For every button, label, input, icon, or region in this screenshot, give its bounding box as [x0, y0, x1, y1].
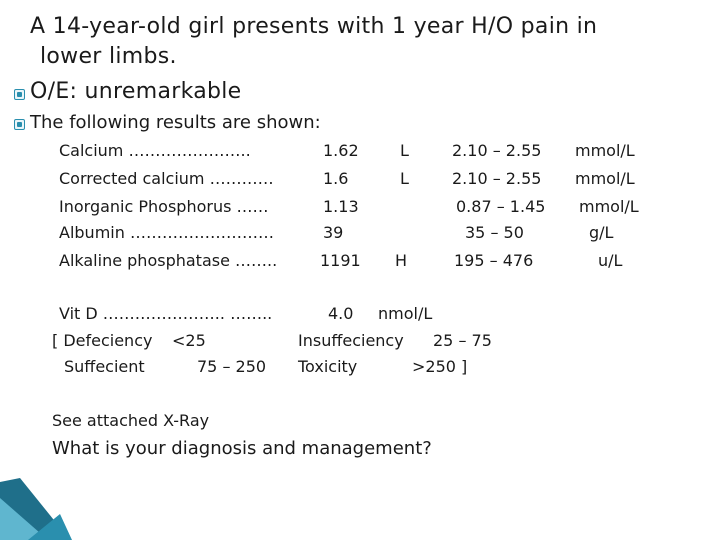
deficiency-label: [ Defeciency — [52, 331, 153, 350]
test-unit: mmol/L — [579, 197, 639, 216]
test-range: 0.87 – 1.45 — [456, 197, 546, 216]
test-value: 1.62 — [323, 141, 359, 160]
insufficiency-range: 25 – 75 — [433, 331, 492, 350]
sufficient-label: Suffecient — [64, 357, 145, 376]
test-name: Inorganic Phosphorus …… — [59, 197, 269, 216]
vitd-unit: nmol/L — [378, 304, 433, 323]
corner-swoosh-icon — [0, 470, 100, 540]
test-value: 1.13 — [323, 197, 359, 216]
results-heading: The following results are shown: — [30, 112, 321, 133]
test-value: 1191 — [320, 251, 361, 270]
xray-note: See attached X-Ray — [52, 411, 210, 430]
test-range: 35 – 50 — [465, 223, 524, 242]
test-range: 2.10 – 2.55 — [452, 141, 542, 160]
vitd-value: 4.0 — [328, 304, 354, 323]
test-range: 195 – 476 — [454, 251, 534, 270]
test-name: Corrected calcium ………… — [59, 169, 274, 188]
test-flag: L — [400, 141, 409, 160]
case-line-2: lower limbs. — [40, 44, 177, 69]
corner-decoration — [0, 470, 100, 540]
test-unit: g/L — [589, 223, 614, 242]
test-unit: mmol/L — [575, 169, 635, 188]
test-unit: u/L — [598, 251, 623, 270]
test-name: Alkaline phosphatase …….. — [59, 251, 278, 270]
toxicity-range: >250 ] — [412, 357, 468, 376]
toxicity-label: Toxicity — [298, 357, 358, 376]
test-flag: H — [395, 251, 408, 270]
insufficiency-label: Insuffeciency — [298, 331, 404, 350]
test-name: Calcium ………………….. — [59, 141, 251, 160]
test-value: 39 — [323, 223, 344, 242]
bullet-icon — [14, 89, 25, 100]
question-text: What is your diagnosis and management? — [52, 438, 432, 459]
vitd-label: Vit D ………………….. …….. — [59, 304, 273, 323]
test-value: 1.6 — [323, 169, 349, 188]
sufficient-range: 75 – 250 — [197, 357, 267, 376]
exam-line: O/E: unremarkable — [30, 79, 242, 104]
test-flag: L — [400, 169, 409, 188]
test-range: 2.10 – 2.55 — [452, 169, 542, 188]
bullet-icon — [14, 119, 25, 130]
case-line-1: A 14-year-old girl presents with 1 year H/O pain in — [30, 14, 598, 39]
test-name: Albumin ……………………… — [59, 223, 274, 242]
test-unit: mmol/L — [575, 141, 635, 160]
deficiency-range: <25 — [172, 331, 206, 350]
